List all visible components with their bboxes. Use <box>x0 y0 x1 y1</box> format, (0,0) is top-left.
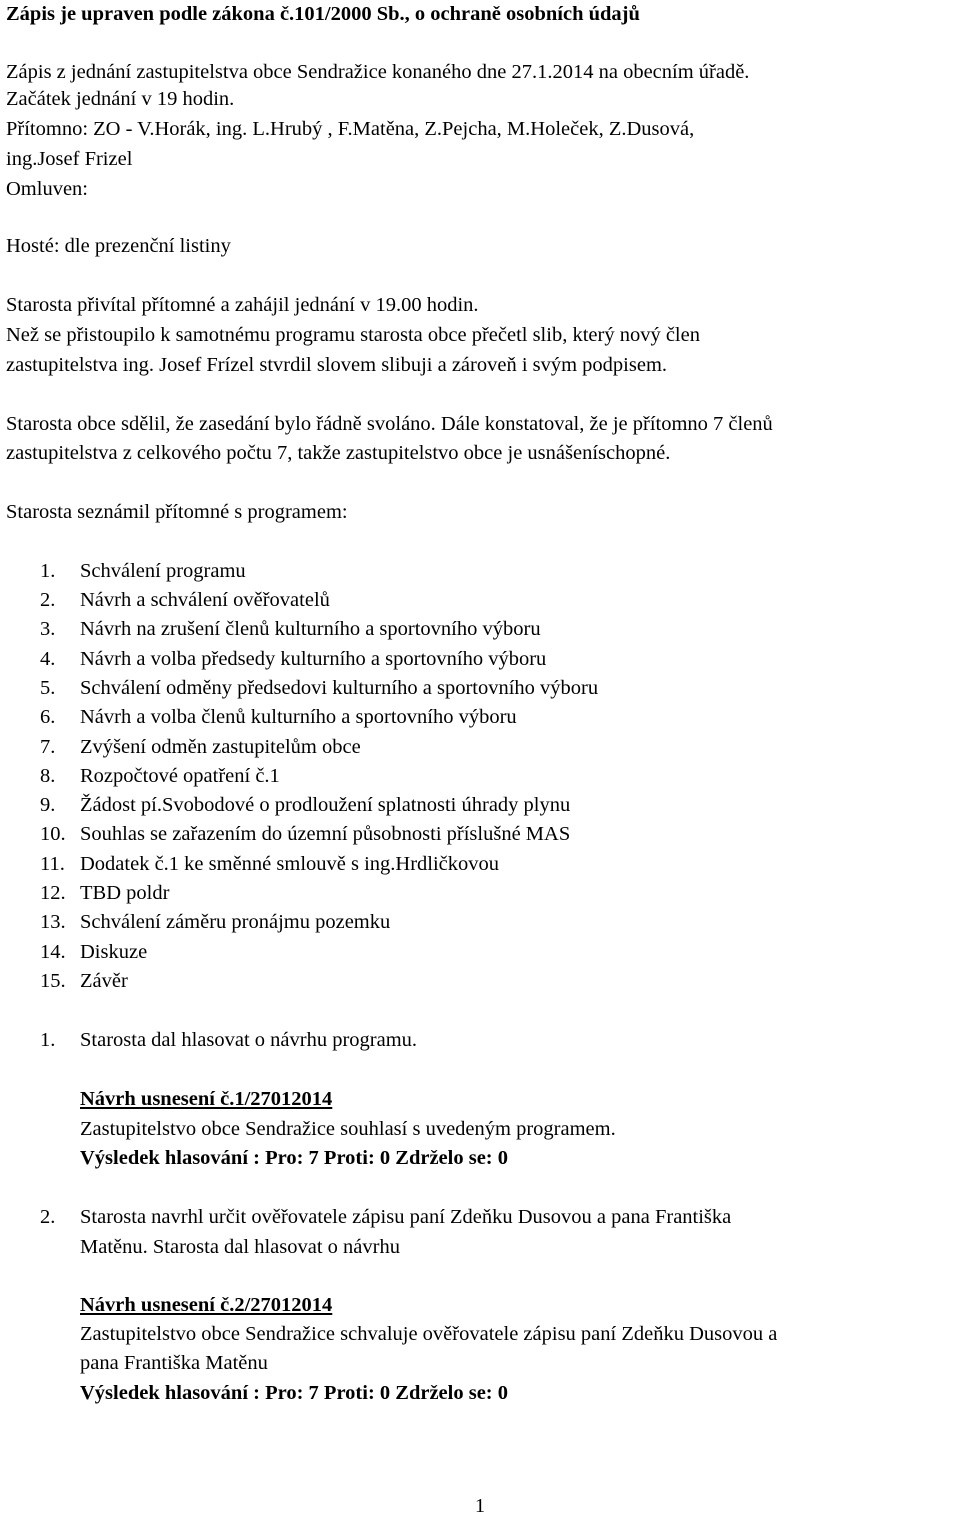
minutes-title: Zápis z jednání zastupitelstva obce Sendražice konaného dne 27.1.2014 na obecním úřadě. <box>6 61 750 83</box>
program-item-text: TBD poldr <box>80 882 170 904</box>
point-text-line-1: Starosta navrhl určit ověřovatele zápisu paní Zdeňku Dusovou a pana Františka <box>80 1206 732 1228</box>
point-text-line-2: Matěnu. Starosta dal hlasovat o návrhu <box>80 1236 400 1258</box>
attendees-cont: ing.Josef Frizel <box>6 148 133 170</box>
program-item-num: 4. <box>40 648 56 670</box>
resolution-text-line-2: pana Františka Matěnu <box>80 1352 268 1374</box>
resolution-text-line-1: Zastupitelstvo obce Sendražice schvaluje ověřovatele zápisu paní Zdeňku Dusovou a <box>80 1323 778 1345</box>
program-item-text: Rozpočtové opatření č.1 <box>80 765 280 787</box>
guests: Hosté: dle prezenční listiny <box>6 235 231 257</box>
page-number: 1 <box>474 1495 486 1517</box>
program-item-num: 6. <box>40 706 56 728</box>
resolution-text: Zastupitelstvo obce Sendražice souhlasí s uvedeným programem. <box>80 1118 616 1140</box>
program-item-text: Dodatek č.1 ke směnné smlouvě s ing.Hrdličkovou <box>80 853 500 875</box>
vote-result: Výsledek hlasování : Pro: 7 Proti: 0 Zdrželo se: 0 <box>80 1147 508 1169</box>
program-item-num: 2. <box>40 589 56 611</box>
opening-line-1: Starosta přivítal přítomné a zahájil jednání v 19.00 hodin. <box>6 294 479 316</box>
program-intro: Starosta seznámil přítomné s programem: <box>6 501 348 523</box>
vote-result: Výsledek hlasování : Pro: 7 Proti: 0 Zdrželo se: 0 <box>80 1382 508 1404</box>
program-item-num: 7. <box>40 736 56 758</box>
program-item-num: 11. <box>40 853 65 875</box>
attendees: Přítomno: ZO - V.Horák, ing. L.Hrubý , F.Matěna, Z.Pejcha, M.Holeček, Z.Dusová, <box>6 118 695 140</box>
program-item-num: 15. <box>40 970 66 992</box>
program-item-num: 13. <box>40 911 66 933</box>
program-item-text: Souhlas se zařazením do územní působnosti příslušné MAS <box>80 823 571 845</box>
program-item-text: Žádost pí.Svobodové o prodloužení splatnosti úhrady plynu <box>80 794 571 816</box>
resolution-title: Návrh usnesení č.2/27012014 <box>80 1294 333 1316</box>
start-time: Začátek jednání v 19 hodin. <box>6 88 235 110</box>
program-item-text: Diskuze <box>80 941 148 963</box>
excused: Omluven: <box>6 178 88 200</box>
program-item-num: 10. <box>40 823 66 845</box>
program-item-num: 3. <box>40 618 56 640</box>
program-item-num: 14. <box>40 941 66 963</box>
program-item-text: Schválení odměny předsedovi kulturního a sportovního výboru <box>80 677 599 699</box>
quorum-line-2: zastupitelstva z celkového počtu 7, takže zastupitelstvo obce je usnášeníschopné. <box>6 442 671 464</box>
program-item-num: 9. <box>40 794 56 816</box>
opening-line-2: Než se přistoupilo k samotnému programu starosta obce přečetl slib, který nový člen <box>6 324 700 346</box>
program-item-text: Zvýšení odměn zastupitelům obce <box>80 736 361 758</box>
program-item-text: Návrh a volba předsedy kulturního a sportovního výboru <box>80 648 547 670</box>
quorum-line-1: Starosta obce sdělil, že zasedání bylo řádně svoláno. Dále konstatoval, že je přítomno 7 členů <box>6 413 773 435</box>
program-item-num: 8. <box>40 765 56 787</box>
point-number: 1. <box>40 1029 56 1051</box>
program-item-text: Schválení záměru pronájmu pozemku <box>80 911 391 933</box>
program-item-text: Návrh na zrušení členů kulturního a sportovního výboru <box>80 618 541 640</box>
program-item-num: 12. <box>40 882 66 904</box>
opening-line-3: zastupitelstva ing. Josef Frízel stvrdil slovem slibuji a zároveň i svým podpisem. <box>6 354 668 376</box>
program-item-text: Schválení programu <box>80 560 246 582</box>
resolution-title: Návrh usnesení č.1/27012014 <box>80 1088 333 1110</box>
point-text: Starosta dal hlasovat o návrhu programu. <box>80 1029 418 1051</box>
privacy-notice: Zápis je upraven podle zákona č.101/2000 Sb., o ochraně osobních údajů <box>6 3 640 25</box>
point-number: 2. <box>40 1206 56 1228</box>
program-item-text: Závěr <box>80 970 128 992</box>
program-item-num: 5. <box>40 677 56 699</box>
program-item-num: 1. <box>40 560 56 582</box>
program-item-text: Návrh a volba členů kulturního a sportovního výboru <box>80 706 517 728</box>
program-item-text: Návrh a schválení ověřovatelů <box>80 589 330 611</box>
